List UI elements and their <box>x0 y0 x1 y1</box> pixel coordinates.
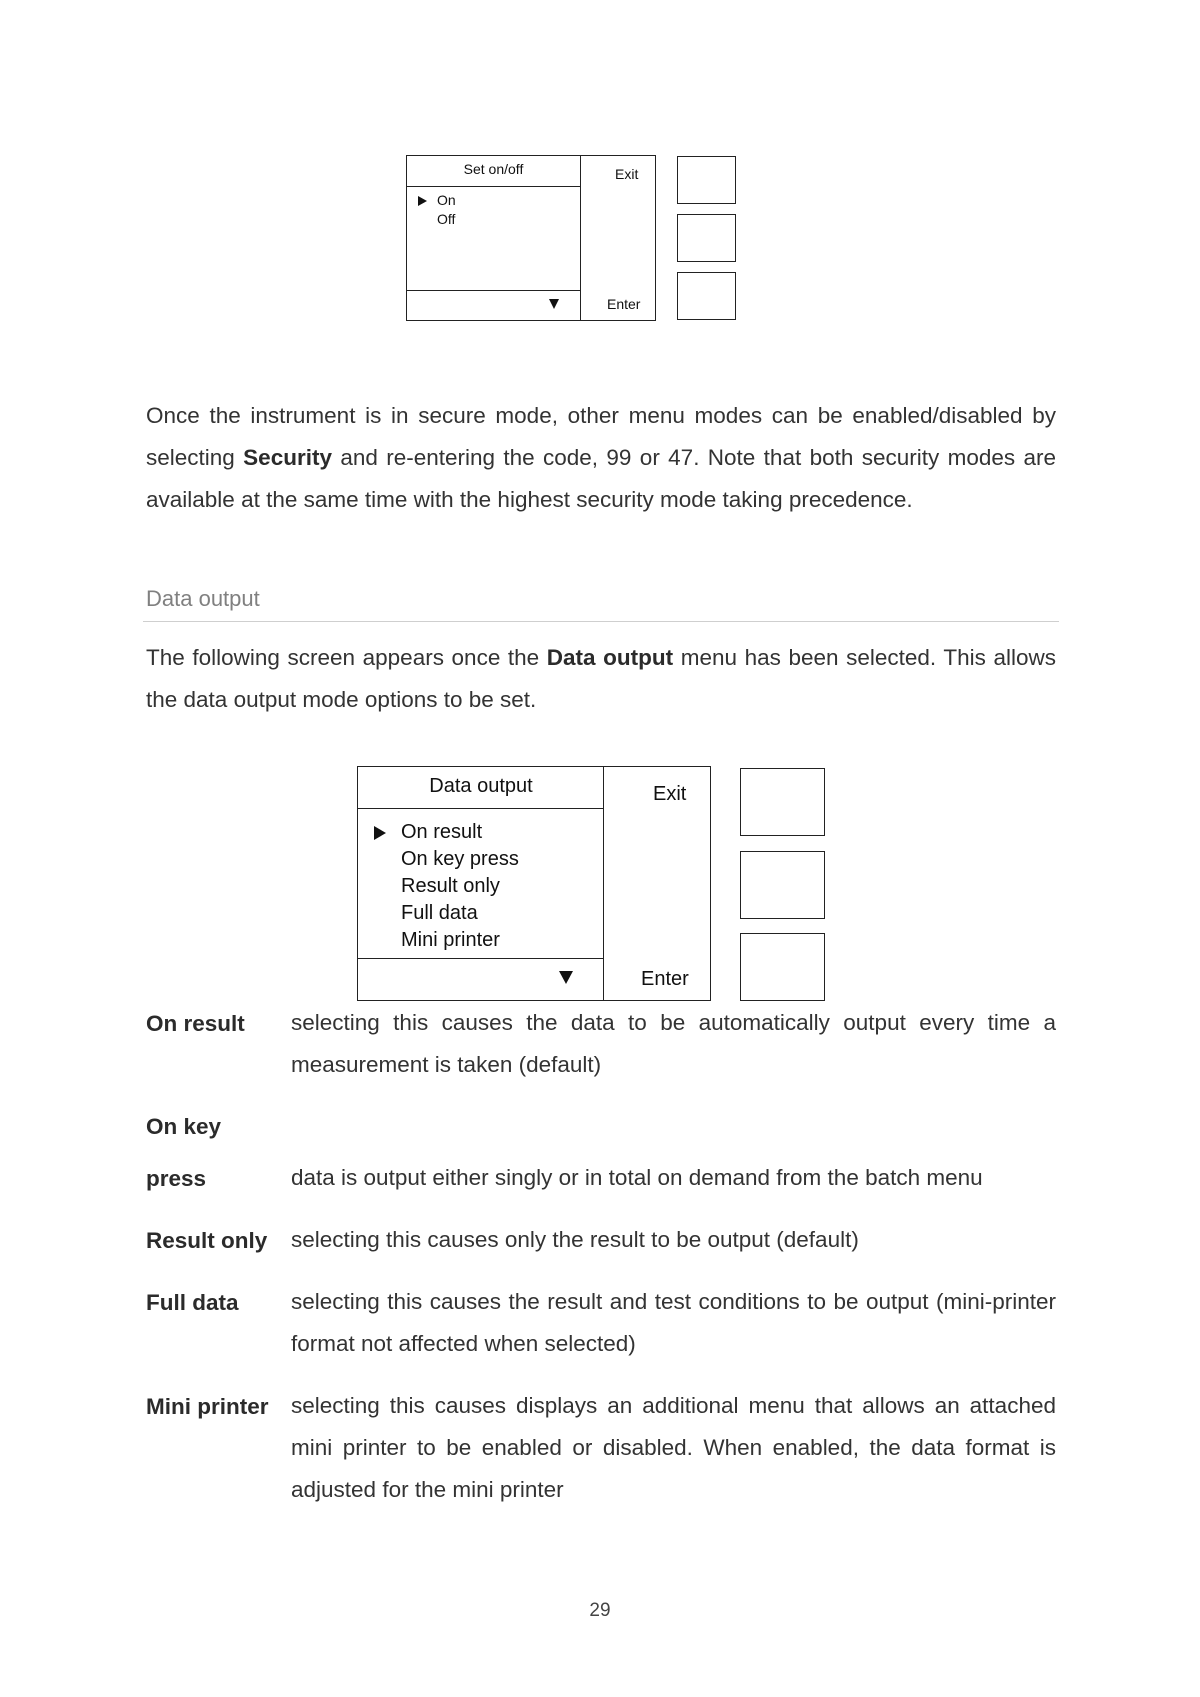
heading-divider <box>143 621 1059 622</box>
security-text-2: and re-entering the code, 99 or 47. Note that both security modes are available at the same time with the highest security mode taking precedence. <box>146 444 1056 512</box>
down-triangle-icon <box>559 971 573 984</box>
page-number: 29 <box>589 1600 611 1621</box>
soft-key-3 <box>677 272 736 320</box>
selection-arrow-icon <box>374 826 386 840</box>
enter-label: Enter <box>641 968 689 990</box>
security-bold-term: Security <box>243 444 332 470</box>
exit-label: Exit <box>653 783 687 805</box>
data-output-text-1: The following screen appears once the <box>146 645 547 670</box>
term-result-only: Result only <box>146 1228 268 1253</box>
exit-label: Exit <box>615 166 639 182</box>
security-text-1: Once the instrument is in secure mode, other menu modes can be enabled/disabled by selecting <box>146 403 1056 470</box>
menu-item-on: On <box>437 192 456 208</box>
set-onoff-footer <box>407 290 580 320</box>
menu-item-on-key-press: On key press <box>401 848 519 870</box>
set-onoff-side-panel <box>580 155 656 321</box>
security-paragraph <box>146 395 1056 520</box>
menu-item-full-data: Full data <box>401 902 478 924</box>
soft-key-1 <box>677 156 736 204</box>
soft-key-2 <box>677 214 736 262</box>
soft-key-3 <box>740 933 825 1001</box>
term-mini-printer: Mini printer <box>146 1394 269 1419</box>
down-triangle-icon <box>549 299 559 309</box>
selection-arrow-icon <box>418 196 427 206</box>
menu-item-result-only: Result only <box>401 875 500 897</box>
data-output-bold-term: Data output <box>546 645 674 670</box>
definition-result-only: selecting this causes only the result to be output (default) <box>291 1227 859 1252</box>
section-heading-data-output: Data output <box>146 586 260 611</box>
data-output-side-panel <box>603 766 711 1001</box>
definition-mini-printer: selecting this causes displays an additional menu that allows an attached mini printer to be enabled or disabled. When enabled, the data format is adjusted for the mini printer <box>291 1393 1056 1502</box>
term-on-key-line1: On key <box>146 1114 222 1139</box>
soft-key-2 <box>740 851 825 919</box>
definition-on-key-press: data is output either singly or in total on demand from the batch menu <box>291 1165 983 1190</box>
menu-item-off: Off <box>437 211 456 227</box>
soft-key-1 <box>740 768 825 836</box>
data-output-menu-panel <box>357 766 605 1001</box>
definition-full-data: selecting this causes the result and test conditions to be output (mini-printer format not affected when selected) <box>291 1289 1056 1356</box>
set-onoff-menu-panel <box>406 155 581 321</box>
data-output-title: Data output <box>358 767 604 809</box>
data-output-text-2: menu has been selected. This allows the data output mode options to be set. <box>146 645 1056 712</box>
term-on-result: On result <box>146 1011 245 1036</box>
data-output-footer <box>358 958 604 1000</box>
definition-on-result: selecting this causes the data to be automatically output every time a measurement is taken (default) <box>291 1010 1056 1077</box>
term-full-data: Full data <box>146 1290 239 1315</box>
set-onoff-title: Set on/off <box>407 156 580 187</box>
data-output-paragraph <box>146 637 1056 721</box>
menu-item-on-result: On result <box>401 821 483 843</box>
enter-label: Enter <box>607 296 641 312</box>
menu-item-mini-printer: Mini printer <box>401 929 500 951</box>
term-on-key-line2: press <box>146 1166 207 1191</box>
